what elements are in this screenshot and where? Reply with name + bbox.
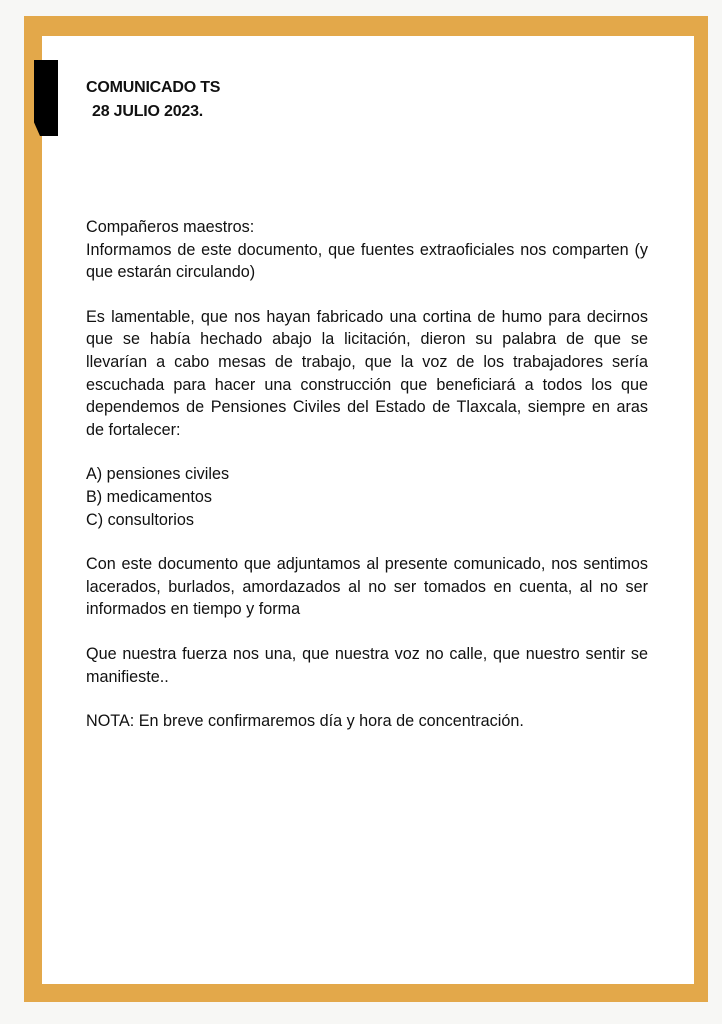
list-item: B) medicamentos bbox=[86, 487, 212, 506]
paragraph-3: Que nuestra fuerza nos una, que nuestra voz no calle, que nuestro sentir se manifieste.. bbox=[86, 644, 648, 686]
list-item: C) consultorios bbox=[86, 510, 194, 529]
document-body bbox=[86, 216, 648, 733]
paragraph-2: Con este documento que adjuntamos al presente comunicado, nos sentimos lacerados, burlados, amordazados al no ser tomados en cuenta, al no ser informados en tiempo y forma bbox=[86, 555, 648, 619]
note: NOTA: En breve confirmaremos día y hora de concentración. bbox=[86, 712, 524, 731]
black-tab-marker bbox=[34, 60, 58, 136]
greeting: Compañeros maestros: bbox=[86, 218, 255, 236]
intro-paragraph: Informamos de este documento, que fuentes extraoficiales nos comparten (y que estarán circulando) bbox=[86, 240, 648, 282]
document-header bbox=[86, 76, 220, 124]
document-date: 28 JULIO 2023. bbox=[92, 103, 204, 120]
list-item: A) pensiones civiles bbox=[86, 465, 230, 484]
paragraph-1: Es lamentable, que nos hayan fabricado una cortina de humo para decirnos que se había hechado abajo la licitación, dieron su palabra de que se llevarían a cabo mesas de trabajo, que la voz de los trabajadores sería escuchada para hacer una construcción que beneficiará a todos los que dependemos de Pensiones Civiles del Estado de Tlaxcala, siempre en aras de fortalecer: bbox=[86, 307, 648, 439]
document-title: COMUNICADO TS bbox=[86, 79, 221, 96]
